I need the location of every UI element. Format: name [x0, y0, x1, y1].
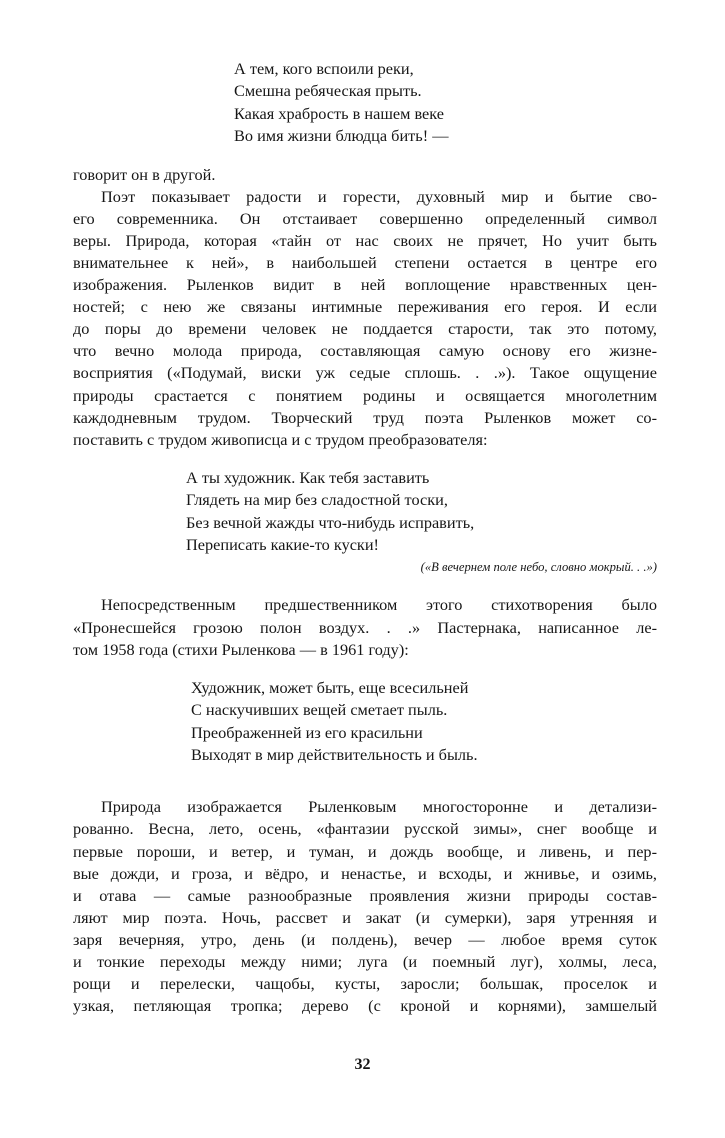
verse-line: Во имя жизни блюдца бить! —	[234, 126, 449, 146]
text-line: и тонкие переходы между ними; луга (и поемный луг), холмы, леса,	[73, 952, 657, 972]
paragraph-3	[73, 594, 657, 660]
text-line: его современника. Он отстаивает совершенно определенный символ	[73, 208, 657, 228]
paragraph-4	[73, 796, 657, 1017]
text-line: рощи и перелески, чащобы, кусты, заросли; большак, проселок и	[73, 974, 657, 994]
poem-quote-2	[186, 467, 657, 557]
verse-line: Какая храбрость в нашем веке	[234, 103, 445, 123]
verse-line: А тем, кого вспоили реки,	[234, 59, 414, 78]
verse-line: Художник, может быть, еще всесильней	[191, 677, 469, 697]
text-line: вые дожди, и гроза, и вёдро, и ненастье, и всходы, и жнивье, и озимь,	[73, 863, 657, 883]
text-line: до поры до времени человек не поддается старости, так это потому,	[73, 319, 657, 339]
verse-line: С наскучивших вещей сметает пыль.	[191, 700, 448, 720]
text-line: Поэт показывает радости и горести, духовный мир и бытие сво-	[101, 186, 657, 206]
text-line: Непосредственным предшественником этого стихотворения было	[101, 595, 657, 615]
text-line: поставить с трудом живописца и с трудом преобразователя:	[73, 429, 488, 449]
text-line: каждодневным трудом. Творческий труд поэта Рыленков может со-	[73, 407, 657, 427]
text-line: том 1958 года (стихи Рыленкова — в 1961 году):	[73, 639, 409, 659]
verse-line: Смешна ребяческая прыть.	[234, 81, 422, 101]
text-line: заря вечерняя, утро, день (и полдень), вечер — любое время суток	[73, 929, 657, 949]
text-line: рованно. Весна, лето, осень, «фантазии русской зимы», снег вообще и	[73, 819, 657, 839]
verse-line: Преображенней из его красильни	[191, 722, 423, 742]
text-line: ностей; с нею же связаны интимные переживания его героя. И если	[73, 297, 657, 317]
page-body	[73, 58, 657, 1017]
text-line: изображения. Рыленков видит в ней воплощение нравственных цен-	[73, 275, 657, 295]
text-line: восприятия («Подумай, виски уж седые сплошь. . .»). Такое ощущение	[73, 363, 657, 383]
text-line: первые пороши, и ветер, и туман, и дождь вообще, и ливень, и пер-	[73, 841, 657, 861]
paragraph-2	[73, 186, 657, 451]
text-line: внимательнее к ней», в наибольшей степени остается в центре его	[73, 253, 657, 272]
text-line: Природа изображается Рыленковым многосторонне и детализи-	[101, 797, 657, 817]
text-line: веры. Природа, которая «тайн от нас своих не прячет, Но учит быть	[73, 230, 657, 250]
poem-quote-3	[191, 677, 657, 767]
verse-line: Переписать какие-то куски!	[186, 535, 379, 555]
poem-quote-1	[234, 58, 657, 148]
text-line: и отава — самые разнообразные проявления жизни природы состав-	[73, 885, 657, 905]
text-line: узкая, петляющая тропка; дерево (с кроной и корнями), замшелый	[73, 996, 657, 1016]
verse-line: А ты художник. Как тебя заставить	[186, 467, 430, 487]
text-line: «Пронесшейся грозою полон воздух. . .» Пастернака, написанное ле-	[73, 617, 657, 637]
text-line: природы срастается с понятием родины и освящается многолетним	[73, 385, 657, 405]
verse-line: Глядеть на мир без сладостной тоски,	[186, 490, 448, 510]
text-line: говорит он в другой.	[73, 164, 216, 184]
paragraph-1	[73, 164, 657, 186]
page-number: 32	[354, 1056, 371, 1073]
verse-line: Без вечной жажды что-нибудь исправить,	[186, 512, 475, 532]
text-line: что вечно молода природа, составляющая самую основу его жизне-	[73, 341, 657, 361]
verse-line: Выходят в мир действительность и быль.	[191, 744, 478, 764]
text-line: ляют мир поэта. Ночь, рассвет и закат (и сумерки), заря утренняя и	[73, 907, 657, 927]
poem-attribution: («В вечернем поле небо, словно мокрый. . .»)	[420, 560, 657, 575]
